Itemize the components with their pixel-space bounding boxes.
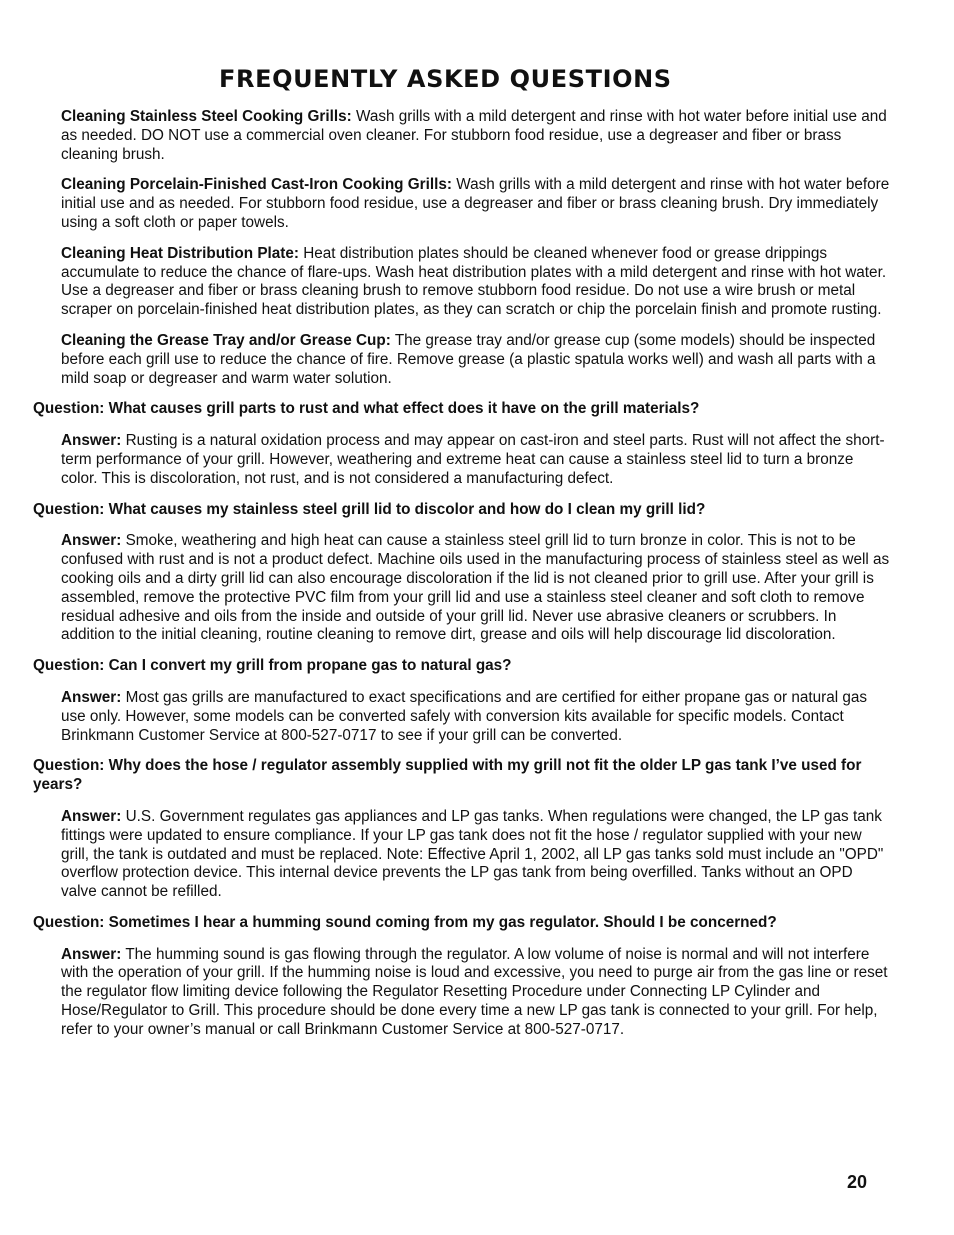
faq-question-humming: Question: Sometimes I hear a humming sound coming from my gas regulator. Should I be concerned? [33, 913, 777, 931]
faq-question-lid-discolor: Question: What causes my stainless steel grill lid to discolor and how do I clean my grill lid? [33, 500, 706, 518]
answer-text: U.S. Government regulates gas appliances and LP gas tanks. When regulations were changed, the LP gas tank fittings were updated to ensure compliance. If your LP gas tank does not fit the hose / regulator supplied with your new grill, the tank is outdated and must be replaced. Note: Effective April 1, 2002, all LP gas tanks sold must include an "OPD" overflow protection device. This internal device prevents the LP gas tank from being overfilled. Tanks without an OPD valve cannot be refilled. [61, 807, 884, 901]
answer-text: Rusting is a natural oxidation process and may appear on cast-iron and steel parts. Rust will not affect the short-term performance of your grill. However, weathering and extreme heat can cause a stainless steel lid to turn a bronze color. This is discoloration, not rust, and is not considered a manufacturing defect. [61, 432, 885, 487]
answer-text: Most gas grills are manufactured to exact specifications and are certified for either propane gas or natural gas use only. However, some models can be converted safely with conversion kits available for specific models. Contact Brinkmann Customer Service at 800-527-0717 to see if your grill can be converted. [61, 688, 868, 744]
answer-label: Answer: [61, 688, 122, 706]
faq-paragraph-heat-plate [61, 245, 891, 320]
paragraph-text: Wash grills with a mild detergent and rinse with hot water before initial use and as needed. DO NOT use a commercial oven cleaner. For stubborn food residue, use a degreaser and fiber or brass cleaning brush. [61, 108, 887, 163]
faq-content [33, 108, 891, 1052]
paragraph-lead: Cleaning Heat Distribution Plate: [61, 244, 299, 262]
faq-answer-humming [61, 946, 891, 1040]
page-title: FREQUENTLY ASKED QUESTIONS [219, 65, 672, 93]
answer-text: The humming sound is gas flowing through the regulator. A low volume of noise is normal and will not interfere with the operation of your grill. If the humming noise is loud and excessive, you need to purge air from the gas line or reset the regulator flow limiting device following the Regulator Resetting Procedure under Connecting LP Cylinder and Hose/Regulator to Grill. This procedure should be done every time a new LP gas tank is connected to your grill. For help, refer to your owner’s manual or call Brinkmann Customer Service at 800-527-0717. [61, 945, 888, 1038]
faq-answer-rust [61, 432, 891, 488]
faq-paragraph-porcelain-grills [61, 176, 891, 232]
paragraph-text: Wash grills with a mild detergent and rinse with hot water before initial use and as needed. For stubborn food residue, use a degreaser and fiber or brass cleaning brush. Dry immediately using a soft cloth or paper towels. [61, 176, 890, 231]
faq-answer-hose-fit [61, 808, 891, 902]
faq-answer-convert-gas [61, 689, 891, 745]
paragraph-lead: Cleaning Porcelain-Finished Cast-Iron Cooking Grills: [61, 176, 452, 194]
faq-answer-lid-discolor [61, 532, 891, 645]
faq-paragraph-grease-tray [61, 332, 891, 388]
paragraph-text: The grease tray and/or grease cup (some models) should be inspected before each grill use to reduce the chance of fire. Remove grease (a plastic spatula works well) and wash all parts with a mild soap or degreaser and warm water solution. [61, 331, 876, 387]
faq-paragraph-stainless-grills [61, 108, 891, 164]
answer-label: Answer: [61, 807, 122, 825]
faq-question-convert-gas: Question: Can I convert my grill from propane gas to natural gas? [33, 657, 512, 675]
answer-label: Answer: [61, 532, 122, 550]
paragraph-text: Heat distribution plates should be cleaned whenever food or grease drippings accumulate to reduce the chance of flare-ups. Wash heat distribution plates with a mild detergent and rinse with hot water. Use a degreaser and fiber or brass cleaning brush to remove stubborn food residue. Do not use a wire brush or metal scraper on porcelain-finished heat distribution plates, as they can scratch or chip the porcelain finish and promote rusting. [61, 244, 887, 319]
paragraph-lead: Cleaning Stainless Steel Cooking Grills: [61, 108, 352, 125]
paragraph-lead: Cleaning the Grease Tray and/or Grease Cup: [61, 331, 391, 349]
answer-label: Answer: [61, 945, 122, 963]
answer-text: Smoke, weathering and high heat can cause a stainless steel grill lid to turn bronze in color. This is not to be confused with rust and is not a product defect. Machine oils used in the manufacturing process of stainless steel as well as cooking oils and a dirty grill lid can also encourage discoloration if the lid is not cleaned prior to grill use. After your grill is assembled, remove the protective PVC film from your grill lid and use a stainless steel cleaner and soft cloth to remove residual adhesive and oils from the inside and outside of your grill lid. Never use abrasive cleaners or scrubbers. In addition to the initial cleaning, routine cleaning to remove dirt, grease and oils will help discourage lid discoloration. [61, 532, 890, 644]
faq-question-hose-fit: Question: Why does the hose / regulator assembly supplied with my grill not fit the older LP gas tank I’ve used for years? [33, 757, 862, 794]
page-number: 20 [847, 1172, 868, 1192]
answer-label: Answer: [61, 432, 122, 450]
faq-question-rust: Question: What causes grill parts to rust and what effect does it have on the grill materials? [33, 400, 700, 418]
